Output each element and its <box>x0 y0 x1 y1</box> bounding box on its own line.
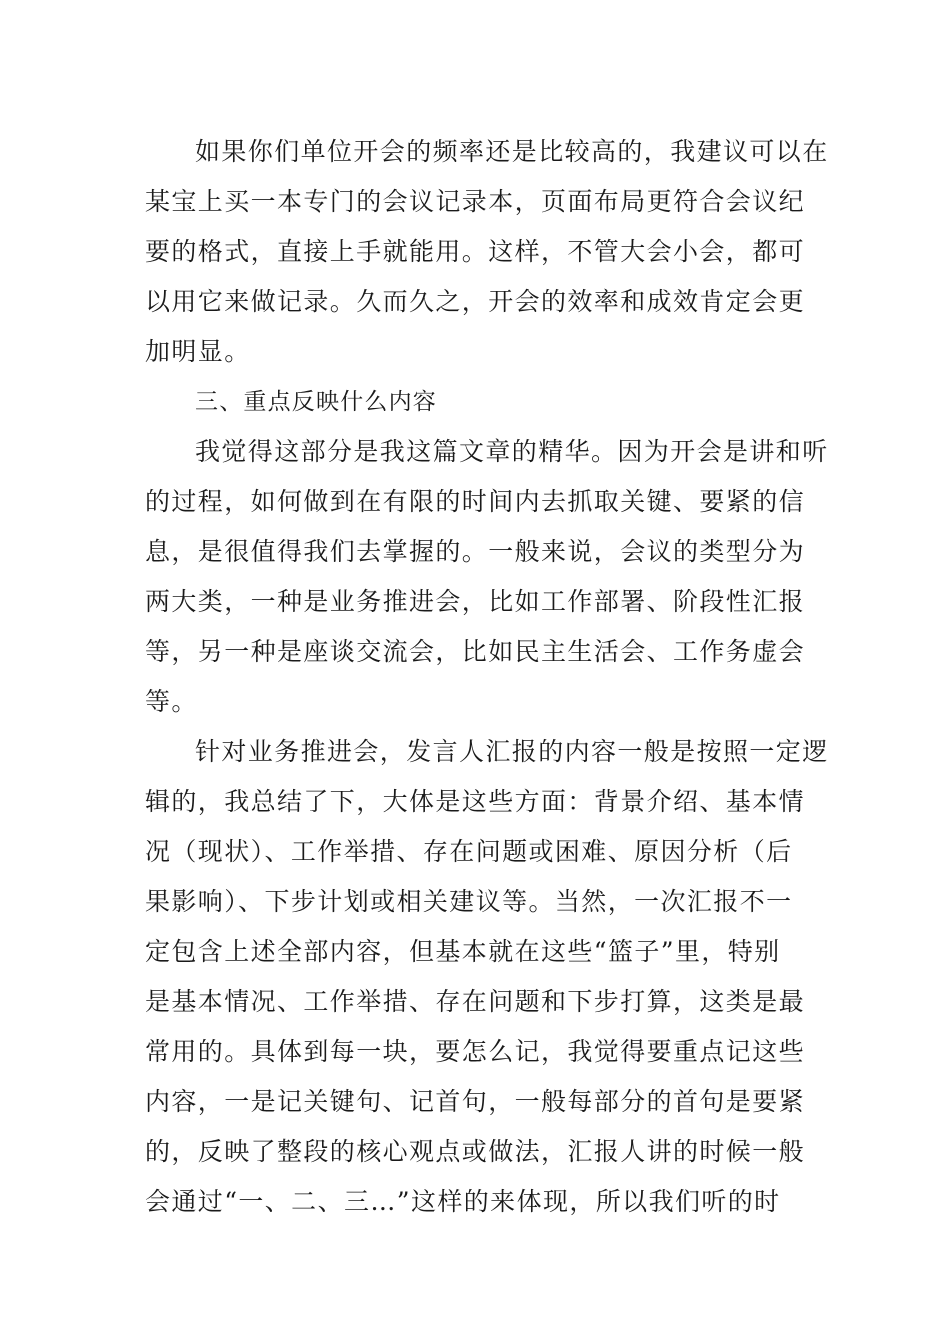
text-line: 我觉得这部分是我这篇文章的精华。因为开会是讲和听 <box>195 437 829 466</box>
text-line: 的过程，如何做到在有限的时间内去抓取关键、要紧的信 <box>145 487 806 516</box>
text-line: 要的格式，直接上手就能用。这样，不管大会小会，都可 <box>145 237 806 266</box>
text-line: 的，反映了整段的核心观点或做法，汇报人讲的时候一般 <box>145 1137 806 1166</box>
text-line: 加明显。 <box>145 337 251 366</box>
text-line: 如果你们单位开会的频率还是比较高的，我建议可以在 <box>195 137 829 166</box>
text-line: 况（现状）、工作举措、存在问题或困难、原因分析（后 <box>145 837 793 866</box>
text-line: 定包含上述全部内容，但基本就在这些“篮子”里，特别 <box>145 937 781 966</box>
paragraph-1 <box>145 127 829 377</box>
text-line: 某宝上买一本专门的会议记录本，页面布局更符合会议纪 <box>145 187 806 216</box>
text-line: 会通过“一、二、三…”这样的来体现，所以我们听的时 <box>145 1187 781 1216</box>
text-line: 息，是很值得我们去掌握的。一般来说，会议的类型分为 <box>145 537 806 566</box>
section-heading <box>145 377 807 427</box>
text-line: 是基本情况、工作举措、存在问题和下步打算，这类是最 <box>145 987 806 1016</box>
paragraph-2 <box>145 427 829 727</box>
text-line: 以用它来做记录。久而久之，开会的效率和成效肯定会更 <box>145 287 806 316</box>
text-line: 常用的。具体到每一块，要怎么记，我觉得要重点记这些 <box>145 1037 806 1066</box>
paragraph-3 <box>145 727 829 1227</box>
text-line: 针对业务推进会，发言人汇报的内容一般是按照一定逻 <box>195 737 829 766</box>
section-heading-text: 三、重点反映什么内容 <box>195 389 437 415</box>
text-line: 两大类，一种是业务推进会，比如工作部署、阶段性汇报 <box>145 587 806 616</box>
text-line: 果影响）、下步计划或相关建议等。当然，一次汇报不一 <box>145 887 793 916</box>
text-line: 辑的，我总结了下，大体是这些方面：背景介绍、基本情 <box>145 787 806 816</box>
text-line: 等。 <box>145 687 198 716</box>
text-line: 等，另一种是座谈交流会，比如民主生活会、工作务虚会 <box>145 637 806 666</box>
document-body <box>145 127 829 1227</box>
text-line: 内容，一是记关键句、记首句，一般每部分的首句是要紧 <box>145 1087 806 1116</box>
